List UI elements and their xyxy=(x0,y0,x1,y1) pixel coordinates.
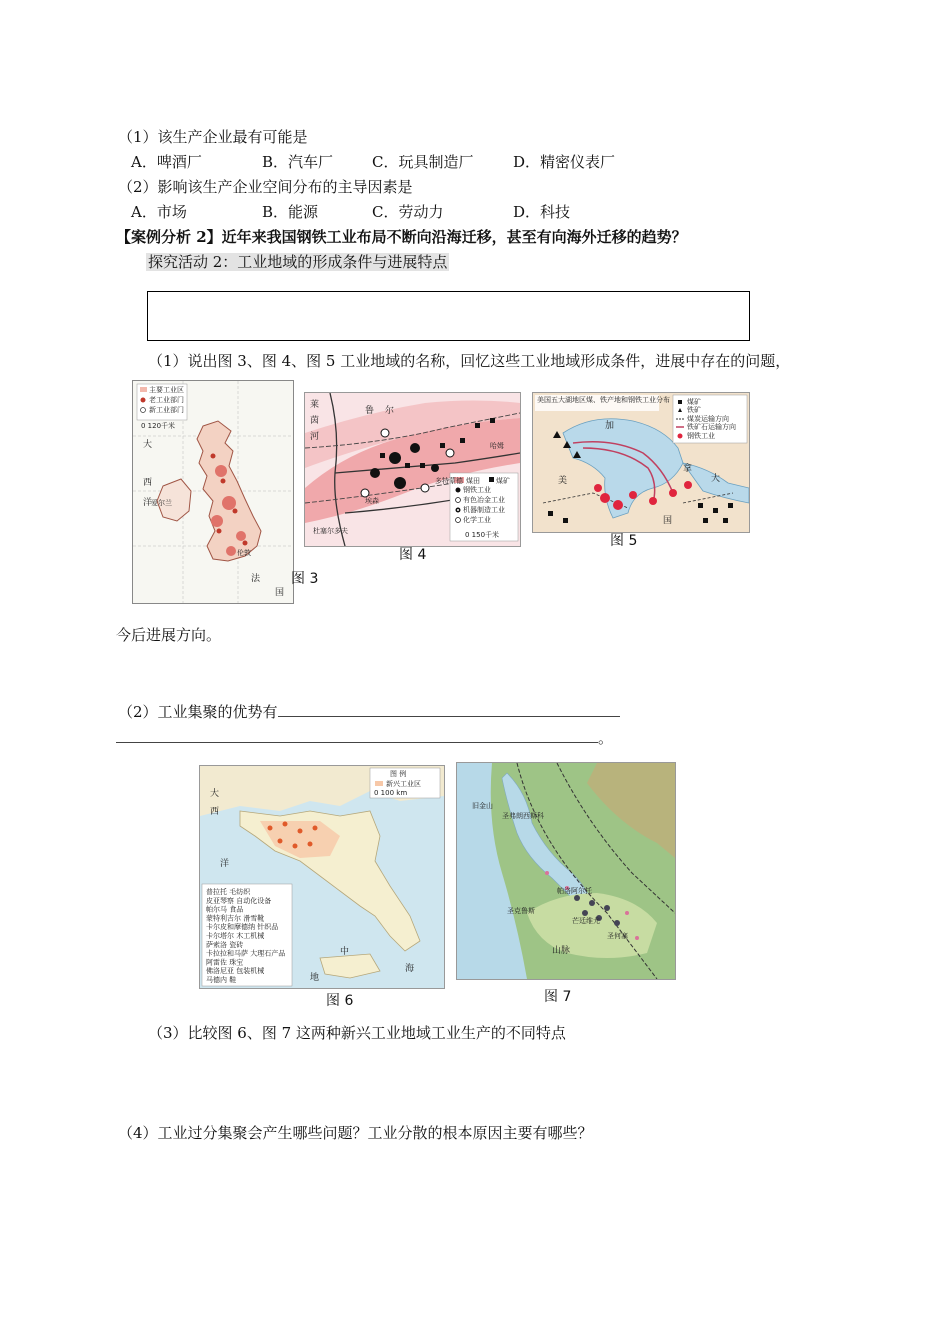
figure-6-map xyxy=(199,765,445,989)
svg-text:国: 国 xyxy=(663,516,673,526)
svg-text:杜塞尔多夫: 杜塞尔多夫 xyxy=(313,527,348,535)
q2-option-a: A．市场 xyxy=(131,203,187,221)
part-1-continuation: 今后进展方向。 xyxy=(116,626,222,644)
svg-text:爱尔兰: 爱尔兰 xyxy=(151,499,172,507)
fig6-industry-item: 蒙特利吉尔 滑雪靴 xyxy=(206,914,265,923)
answer-blank-2[interactable] xyxy=(116,727,598,743)
svg-text:铁矿: 铁矿 xyxy=(687,406,701,414)
question-2-stem: （2）影响该生产企业空间分布的主导因素是 xyxy=(118,178,413,196)
svg-text:大: 大 xyxy=(210,789,220,799)
svg-text:茵: 茵 xyxy=(310,416,320,426)
svg-text:多特蒙德: 多特蒙德 xyxy=(435,477,463,485)
svg-text:美: 美 xyxy=(558,476,568,486)
svg-text:有色冶金工业: 有色冶金工业 xyxy=(463,496,505,504)
svg-text:埃森: 埃森 xyxy=(365,497,379,505)
svg-text:国: 国 xyxy=(275,588,285,598)
svg-text:0 100 km: 0 100 km xyxy=(374,789,408,797)
part-3-text: （3）比较图 6、图 7 这两种新兴工业地域工业生产的不同特点 xyxy=(148,1024,566,1042)
svg-text:新工业部门: 新工业部门 xyxy=(149,406,184,414)
svg-text:中: 中 xyxy=(340,947,350,957)
figure-5-map xyxy=(532,392,750,533)
svg-text:煤矿: 煤矿 xyxy=(496,477,510,485)
q2-option-c: C．劳动力 xyxy=(372,203,444,221)
svg-text:尔: 尔 xyxy=(385,406,395,416)
svg-text:圣弗朗西斯科: 圣弗朗西斯科 xyxy=(502,812,544,820)
svg-text:加: 加 xyxy=(605,421,615,431)
svg-text:帕洛阿尔托: 帕洛阿尔托 xyxy=(557,887,592,895)
svg-text:0 150千米: 0 150千米 xyxy=(465,531,500,539)
svg-text:机器制造工业: 机器制造工业 xyxy=(463,506,505,514)
part-1-text: （1）说出图 3、图 4、图 5 工业地域的名称，回忆这些工业地域形成条件，进展中存在的问题， xyxy=(148,352,791,370)
part-2-second-line: 。 xyxy=(116,727,613,748)
fig6-industry-item: 皮亚琴察 自动化设备 xyxy=(206,896,272,905)
answer-box[interactable] xyxy=(147,291,750,341)
svg-text:洋: 洋 xyxy=(220,859,230,869)
figure-3-map xyxy=(132,380,294,604)
svg-text:西: 西 xyxy=(143,478,153,488)
q1-option-b: B．汽车厂 xyxy=(262,153,334,171)
svg-text:西: 西 xyxy=(210,807,220,817)
fig6-industry-item: 卡拉拉和马萨 大理石产品 xyxy=(206,949,286,958)
fig6-industry-item: 普拉托 毛纺织 xyxy=(206,888,251,896)
svg-text:老工业部门: 老工业部门 xyxy=(149,396,184,404)
svg-text:莱: 莱 xyxy=(310,400,320,410)
answer-blank-1[interactable] xyxy=(278,701,620,717)
svg-text:山脉: 山脉 xyxy=(552,946,571,956)
svg-text:0 120千米: 0 120千米 xyxy=(141,422,176,430)
activity-2-heading: 探究活动 2：工业地域的形成条件与进展特点 xyxy=(148,253,448,271)
svg-text:煤炭运输方向: 煤炭运输方向 xyxy=(687,415,729,423)
part-2-text: （2）工业集聚的优势有 xyxy=(118,701,620,722)
svg-text:煤田: 煤田 xyxy=(466,477,480,485)
svg-text:新兴工业区: 新兴工业区 xyxy=(386,780,421,788)
q1-option-c: C．玩具制造厂 xyxy=(372,153,474,171)
svg-text:大: 大 xyxy=(711,474,721,484)
figure-4-caption: 图 4 xyxy=(399,547,427,563)
fig6-industry-item: 阿雷佐 珠宝 xyxy=(206,958,244,967)
svg-text:哈姆: 哈姆 xyxy=(490,442,504,450)
figure-7-caption: 图 7 xyxy=(544,989,572,1005)
figure-7-map xyxy=(456,762,676,980)
svg-text:洋: 洋 xyxy=(143,498,153,508)
figure-3-caption: 图 3 xyxy=(291,571,319,587)
question-1-stem: （1）该生产企业最有可能是 xyxy=(118,128,308,146)
svg-text:图 例: 图 例 xyxy=(390,770,407,778)
svg-text:美国五大湖地区煤、铁产地和钢铁工业分布: 美国五大湖地区煤、铁产地和钢铁工业分布 xyxy=(537,396,670,404)
svg-text:圣克鲁斯: 圣克鲁斯 xyxy=(507,907,535,915)
part-4-text: （4）工业过分集聚会产生哪些问题？工业分散的根本原因主要有哪些？ xyxy=(118,1124,593,1142)
svg-text:钢铁工业: 钢铁工业 xyxy=(463,486,491,494)
svg-text:主要工业区: 主要工业区 xyxy=(149,386,184,394)
q2-option-b: B．能源 xyxy=(262,203,319,221)
svg-text:芒廷维尤: 芒廷维尤 xyxy=(572,917,600,925)
q1-option-d: D．精密仪表厂 xyxy=(513,153,616,171)
fig6-industry-item: 卡尔塔尔 木工机械 xyxy=(206,932,265,940)
q2-option-d: D．科技 xyxy=(513,203,571,221)
figure-5-caption: 图 5 xyxy=(610,533,638,549)
fig6-industry-item: 萨索洛 瓷砖 xyxy=(206,940,244,949)
svg-text:伦敦: 伦敦 xyxy=(237,549,251,557)
fig6-industry-item: 帕尔马 食品 xyxy=(206,905,244,914)
svg-text:鲁: 鲁 xyxy=(365,406,375,416)
fig6-industry-item: 佛洛尼亚 包装机械 xyxy=(206,967,265,976)
figure-6-caption: 图 6 xyxy=(326,993,354,1009)
fig6-industry-item: 卡尔皮和摩德纳 针织品 xyxy=(206,923,279,932)
svg-text:大: 大 xyxy=(143,440,153,450)
svg-text:海: 海 xyxy=(405,964,415,974)
svg-text:煤矿: 煤矿 xyxy=(687,398,701,406)
svg-text:河: 河 xyxy=(310,432,320,442)
svg-text:旧金山: 旧金山 xyxy=(472,802,493,810)
svg-text:法: 法 xyxy=(251,574,261,584)
figure-4-map xyxy=(304,392,521,547)
svg-text:铁矿石运输方向: 铁矿石运输方向 xyxy=(687,423,736,431)
svg-text:化学工业: 化学工业 xyxy=(463,516,491,524)
svg-text:圣何塞: 圣何塞 xyxy=(607,932,628,940)
svg-text:钢铁工业: 钢铁工业 xyxy=(687,432,715,440)
svg-text:地: 地 xyxy=(310,973,320,983)
case-analysis-2: 【案例分析 2】近年来我国钢铁工业布局不断向沿海迁移，甚至有向海外迁移的趋势？ xyxy=(116,228,687,246)
svg-text:拿: 拿 xyxy=(683,464,693,474)
fig6-industry-item: 马德内 鞋 xyxy=(206,976,237,984)
q1-option-a: A．啤酒厂 xyxy=(131,153,202,171)
